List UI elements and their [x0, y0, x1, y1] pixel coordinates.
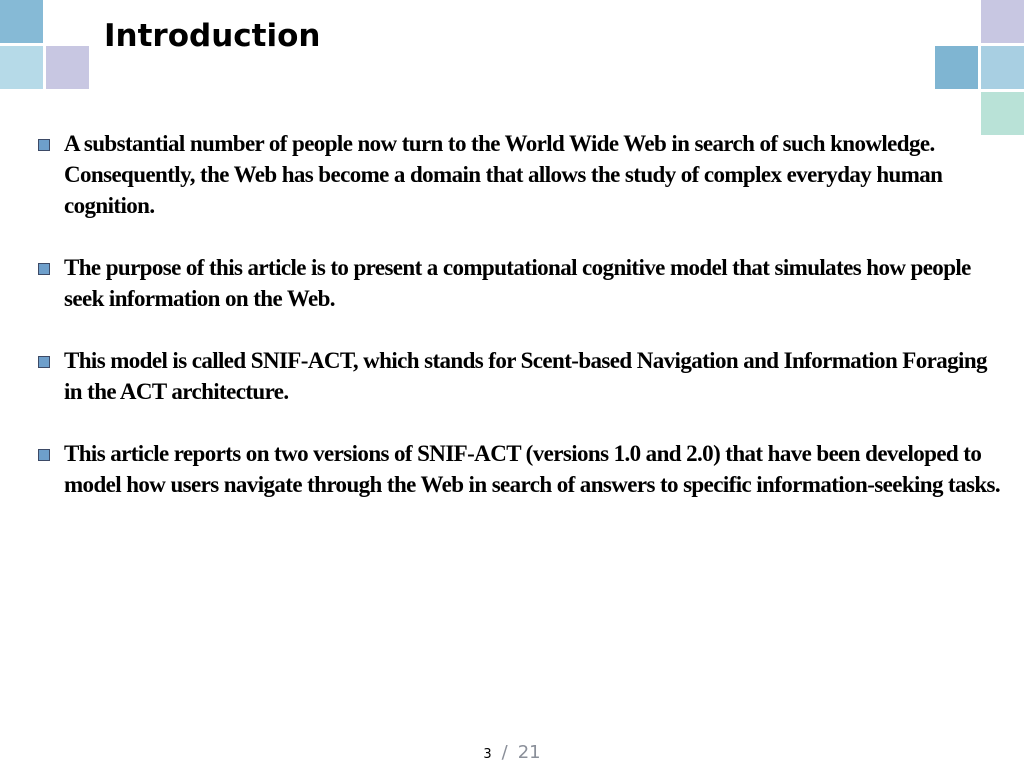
decorative-square — [981, 0, 1024, 43]
bullet-text: A substantial number of people now turn to the World Wide Web in search of such knowledge. Consequently, the Web has become a domain that allows the study of complex everyday human cognition. — [64, 131, 943, 218]
bullet-text: The purpose of this article is to present a computational cognitive model that simulates how people seek information on the Web. — [64, 255, 971, 311]
current-page-number: 3 — [483, 747, 492, 762]
slide-title: Introduction — [104, 18, 321, 54]
square-bullet-icon — [38, 449, 50, 461]
bullet-item — [38, 438, 1004, 500]
decorative-square — [0, 46, 43, 89]
square-bullet-icon — [38, 356, 50, 368]
bullet-item — [38, 345, 1004, 407]
bullet-item — [38, 252, 1004, 314]
bullet-list — [38, 128, 1004, 531]
page-separator: / — [501, 742, 508, 763]
decorative-square — [981, 46, 1024, 89]
square-bullet-icon — [38, 263, 50, 275]
bullet-item — [38, 128, 1004, 221]
decorative-square — [935, 46, 978, 89]
bullet-text: This article reports on two versions of SNIF-ACT (versions 1.0 and 2.0) that have been developed to model how users navigate through the Web in search of answers to specific information-seeking tasks. — [64, 441, 1001, 497]
decorative-square — [46, 46, 89, 89]
decorative-square — [0, 0, 43, 43]
square-bullet-icon — [38, 139, 50, 151]
total-pages: 21 — [517, 742, 541, 763]
bullet-text: This model is called SNIF-ACT, which stands for Scent-based Navigation and Information Foraging in the ACT architecture. — [64, 348, 987, 404]
page-indicator — [0, 742, 1024, 763]
